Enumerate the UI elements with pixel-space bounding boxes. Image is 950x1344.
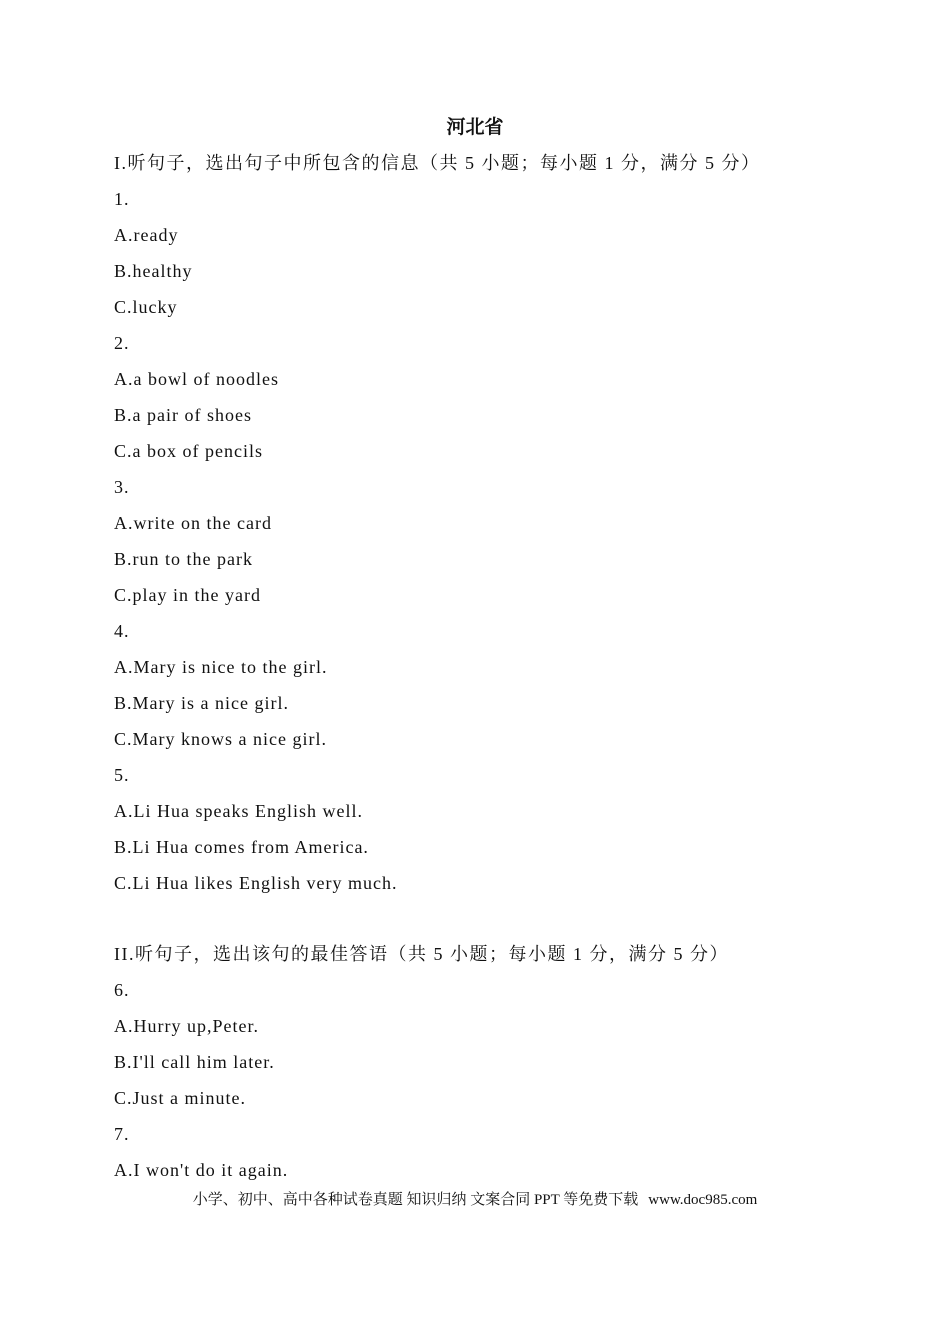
question-3-number: 3. [114,477,130,497]
question-4-option-a: A.Mary is nice to the girl. [114,657,328,677]
question-6-number: 6. [114,980,130,1000]
page-title: 河北省 [446,117,504,138]
question-2-number: 2. [114,333,130,353]
question-3-option-a: A.write on the card [114,513,272,533]
question-2-option-b: B.a pair of shoes [114,405,252,425]
question-1-number: 1. [114,189,130,209]
question-1-option-a: A.ready [114,225,179,245]
question-2-option-a: A.a bowl of noodles [114,369,279,389]
question-6-option-a: A.Hurry up,Peter. [114,1016,259,1036]
footer-url[interactable]: www.doc985.com [648,1192,758,1208]
section-spacer [114,901,874,936]
question-4-number: 4. [114,621,130,641]
section-1-header: I.听句子，选出句子中所包含的信息（共 5 小题；每小题 1 分，满分 5 分） [114,153,761,173]
question-1-option-c: C.lucky [114,297,178,317]
question-5-option-b: B.Li Hua comes from America. [114,837,369,857]
footer-text: 小学、初中、高中各种试卷真题 知识归纳 文案合同 PPT 等免费下载 [192,1192,639,1208]
question-3-option-c: C.play in the yard [114,585,261,605]
document-body [114,145,874,1188]
question-5-option-c: C.Li Hua likes English very much. [114,873,398,893]
question-5-option-a: A.Li Hua speaks English well. [114,801,363,821]
question-7-number: 7. [114,1124,130,1144]
question-2-option-c: C.a box of pencils [114,441,263,461]
section-2-header: II.听句子，选出该句的最佳答语（共 5 小题；每小题 1 分，满分 5 分） [114,944,729,964]
question-1-option-b: B.healthy [114,261,193,281]
question-4-option-c: C.Mary knows a nice girl. [114,729,327,749]
page-footer [0,1188,950,1212]
question-3-option-b: B.run to the park [114,549,253,569]
question-7-option-a: A.I won't do it again. [114,1160,289,1180]
question-6-option-c: C.Just a minute. [114,1088,246,1108]
question-4-option-b: B.Mary is a nice girl. [114,693,289,713]
question-5-number: 5. [114,765,130,785]
question-6-option-b: B.I'll call him later. [114,1052,275,1072]
